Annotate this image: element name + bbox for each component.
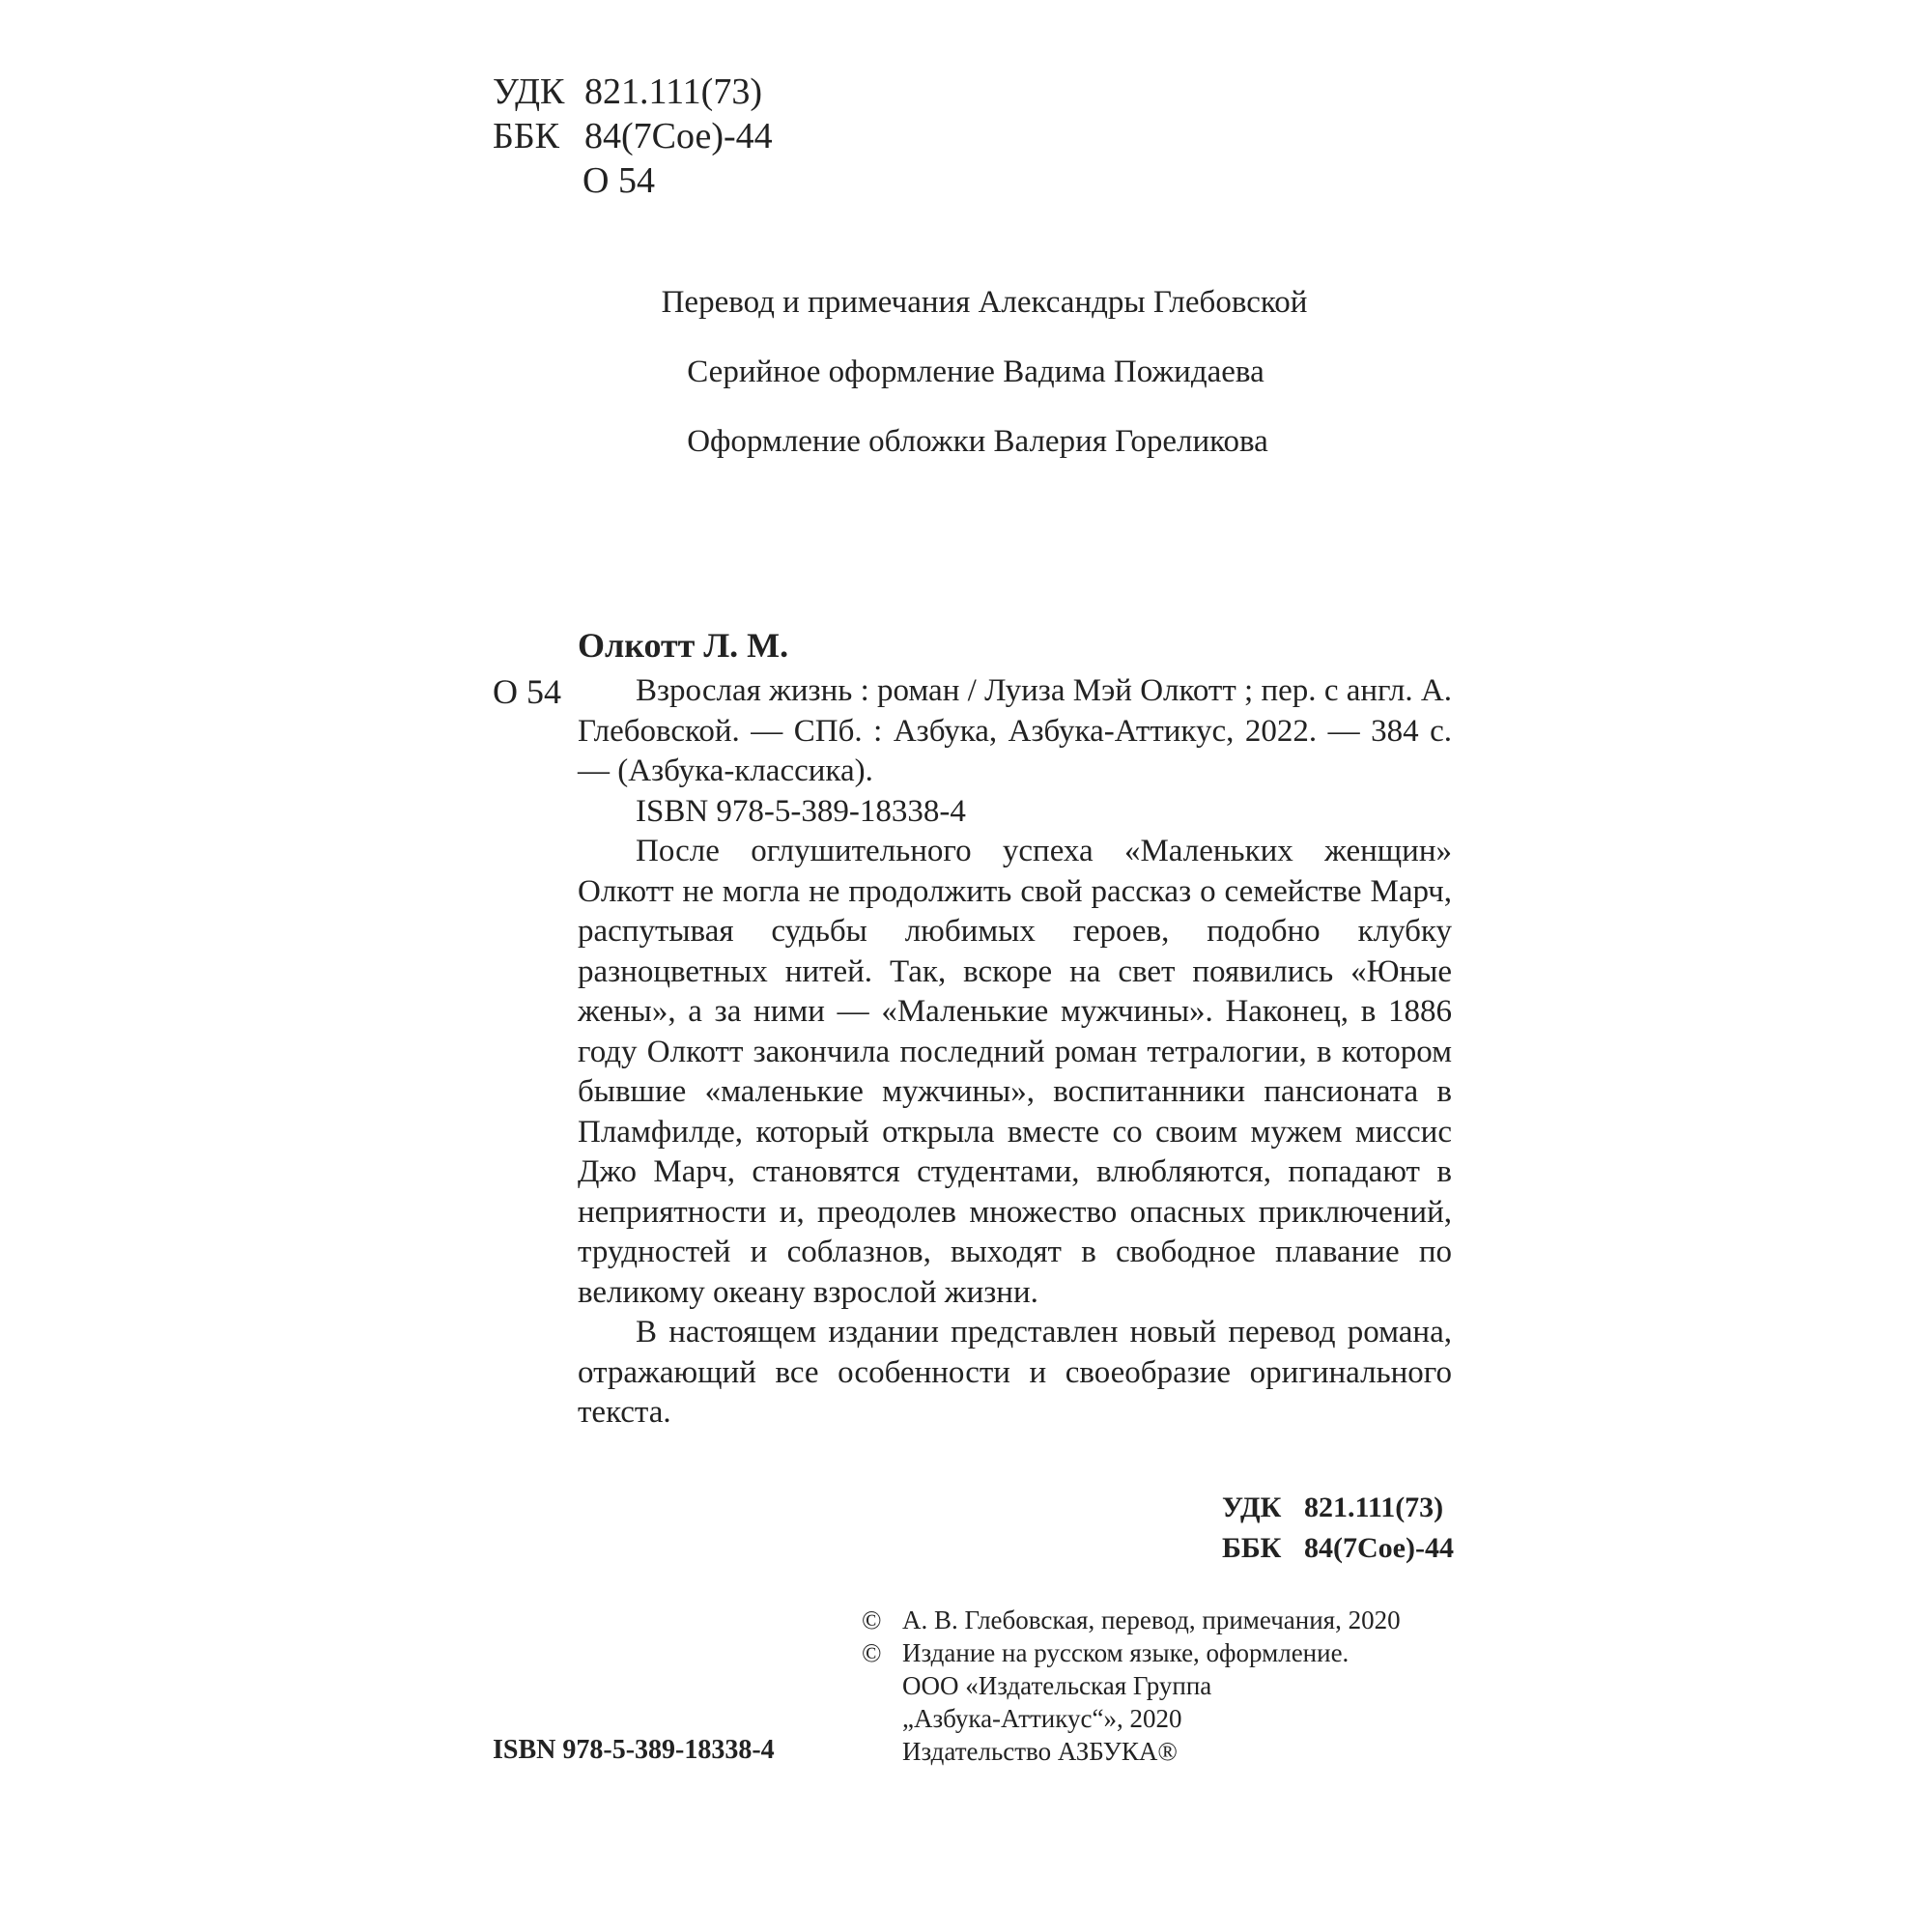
record-body xyxy=(578,671,1452,1434)
copyright-icon: © xyxy=(862,1638,882,1667)
bottom-udk-label: УДК xyxy=(1222,1492,1282,1523)
record-annotation-2: В настоящем издании представлен новый перевод романа, отражающий все особенности и своеобразие оригинального текста. xyxy=(578,1315,1452,1430)
bottom-classification xyxy=(1222,1488,1454,1569)
copyright-publisher-2 xyxy=(862,1702,1401,1735)
bbk-label: ББК xyxy=(493,116,559,156)
copyright-publisher-3 xyxy=(862,1735,1401,1768)
record-title-line: Взрослая жизнь : роман / Луиза Мэй Олкотт ; пер. с англ. А. Глебовской. — СПб. : Азбука, Азбука-Аттикус, 2022. — 384 с. — (Азбука-классика). xyxy=(578,673,1452,788)
bottom-udk-row xyxy=(1222,1488,1454,1528)
udk-row xyxy=(493,70,773,114)
copyright-line-3: ООО «Издательская Группа xyxy=(902,1671,1212,1700)
author-mark: О 54 xyxy=(582,160,655,201)
copyright-line-2: Издание на русском языке, оформление. xyxy=(902,1638,1350,1667)
bottom-bbk-value: 84(7Сое)-44 xyxy=(1304,1532,1454,1564)
copyright-icon: © xyxy=(862,1605,882,1634)
translator-credit: Перевод и примечания Александры Глебовской xyxy=(661,285,1308,320)
bbk-value: 84(7Сое)-44 xyxy=(584,116,773,156)
bottom-bbk-label: ББК xyxy=(1222,1532,1282,1564)
copyright-line-4: „Азбука-Аттикус“», 2020 xyxy=(902,1704,1182,1733)
record-author: Олкотт Л. М. xyxy=(578,626,789,665)
bbk-row xyxy=(493,114,773,158)
copyright-translation xyxy=(862,1604,1401,1636)
isbn-bottom: ISBN 978-5-389-18338-4 xyxy=(493,1735,775,1765)
record-isbn: ISBN 978-5-389-18338-4 xyxy=(636,793,966,829)
credits-block xyxy=(0,280,1932,489)
udk-label: УДК xyxy=(493,71,565,112)
copyright-line-1: А. В. Глебовская, перевод, примечания, 2020 xyxy=(902,1605,1401,1634)
copyright-edition xyxy=(862,1636,1401,1669)
record-author-mark: О 54 xyxy=(493,672,561,711)
copyright-publisher-1 xyxy=(862,1669,1401,1702)
udk-value: 821.111(73) xyxy=(584,71,762,112)
copyright-line-5: Издательство АЗБУКА® xyxy=(902,1737,1178,1766)
series-design-credit: Серийное оформление Вадима Пожидаева xyxy=(687,355,1264,389)
bottom-bbk-row xyxy=(1222,1528,1454,1569)
classification-block xyxy=(493,70,773,203)
bottom-udk-value: 821.111(73) xyxy=(1304,1492,1444,1523)
cover-design-credit: Оформление обложки Валерия Гореликова xyxy=(687,424,1268,459)
copyright-block xyxy=(862,1604,1401,1768)
record-annotation-1: После оглушительного успеха «Маленьких женщин» Олкотт не могла не продолжить свой рассказ о семействе Марч, распутывая судьбы любимых героев, подобно клубку разноцветных нитей. Так, вскоре на свет появились «Юные жены», а за ними — «Маленькие мужчины». Наконец, в 1886 году Олкотт закончила последний роман тетралогии, в котором бывшие «маленькие мужчины», воспитанники пансионата в Пламфилде, который открыла вместе со своим мужем миссис Джо Марч, становятся студентами, влюбляются, попадают в неприятности и, преодолев множество опасных приключений, трудностей и соблазнов, выходят в свободное плавание по великому океану взрослой жизни. xyxy=(578,834,1452,1310)
